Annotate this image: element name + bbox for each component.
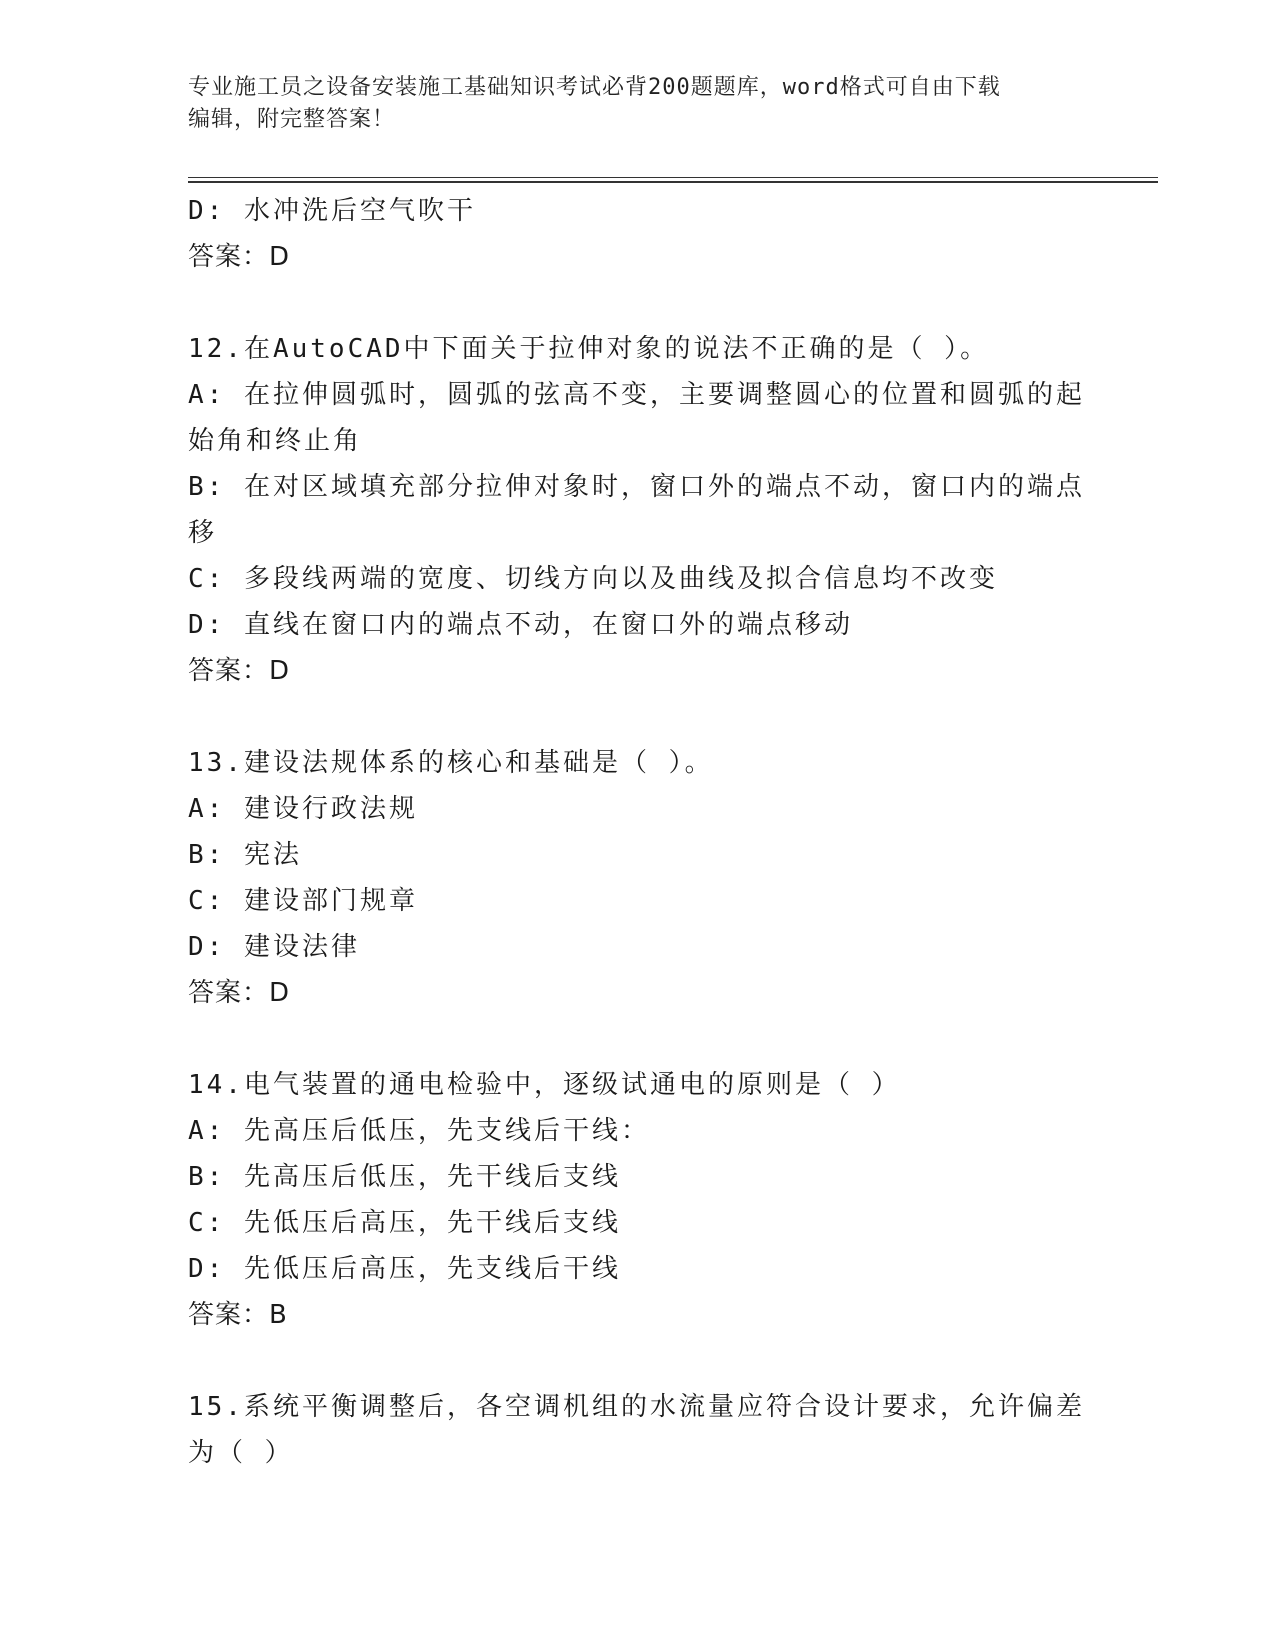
option-b-continuation: 移 bbox=[188, 518, 218, 548]
answer-line: 答案：B bbox=[188, 1300, 288, 1330]
option-a: A: 建设行政法规 bbox=[188, 794, 418, 824]
header-title-line-1: 专业施工员之设备安装施工基础知识考试必背200题题库，word格式可自由下载 bbox=[188, 75, 1001, 100]
answer-line: 答案：D bbox=[188, 656, 291, 686]
spacer bbox=[188, 280, 1088, 326]
header-divider-thin bbox=[188, 177, 1158, 178]
option-d: D: 建设法律 bbox=[188, 932, 360, 962]
question-12 bbox=[188, 326, 1088, 694]
question-text-continuation: 为（ ） bbox=[188, 1438, 294, 1468]
option-d: D: 直线在窗口内的端点不动，在窗口外的端点移动 bbox=[188, 610, 853, 640]
option-a-continuation: 始角和终止角 bbox=[188, 426, 363, 456]
answer-line: 答案：D bbox=[188, 978, 291, 1008]
option-b: B: 先高压后低压，先干线后支线 bbox=[188, 1162, 621, 1192]
option-a: A: 在拉伸圆弧时，圆弧的弦高不变，主要调整圆心的位置和圆弧的起 bbox=[188, 380, 1085, 410]
option-c: C: 建设部门规章 bbox=[188, 886, 418, 916]
spacer bbox=[188, 1016, 1088, 1062]
question-13 bbox=[188, 740, 1088, 1016]
question-11-tail bbox=[188, 188, 1088, 280]
answer-line: 答案：D bbox=[188, 242, 291, 272]
question-text: 13.建设法规体系的核心和基础是（ ）。 bbox=[188, 748, 714, 778]
question-14 bbox=[188, 1062, 1088, 1338]
spacer bbox=[188, 694, 1088, 740]
option-b: B: 宪法 bbox=[188, 840, 302, 870]
option-b: B: 在对区域填充部分拉伸对象时，窗口外的端点不动，窗口内的端点 bbox=[188, 472, 1085, 502]
document-body bbox=[188, 188, 1088, 1476]
option-d: D: 先低压后高压，先支线后干线 bbox=[188, 1254, 621, 1284]
option-a: A: 先高压后低压，先支线后干线： bbox=[188, 1116, 650, 1146]
header-title-line-2: 编辑，附完整答案！ bbox=[188, 107, 396, 132]
option-d: D: 水冲洗后空气吹干 bbox=[188, 196, 476, 226]
question-text: 12.在AutoCAD中下面关于拉伸对象的说法不正确的是（ ）。 bbox=[188, 334, 990, 364]
document-header bbox=[188, 72, 1088, 136]
option-c: C: 先低压后高压，先干线后支线 bbox=[188, 1208, 621, 1238]
header-divider-thick bbox=[188, 181, 1158, 183]
option-c: C: 多段线两端的宽度、切线方向以及曲线及拟合信息均不改变 bbox=[188, 564, 998, 594]
question-text: 15.系统平衡调整后，各空调机组的水流量应符合设计要求，允许偏差 bbox=[188, 1392, 1085, 1422]
spacer bbox=[188, 1338, 1088, 1384]
question-15 bbox=[188, 1384, 1088, 1476]
question-text: 14.电气装置的通电检验中，逐级试通电的原则是（ ） bbox=[188, 1070, 901, 1100]
